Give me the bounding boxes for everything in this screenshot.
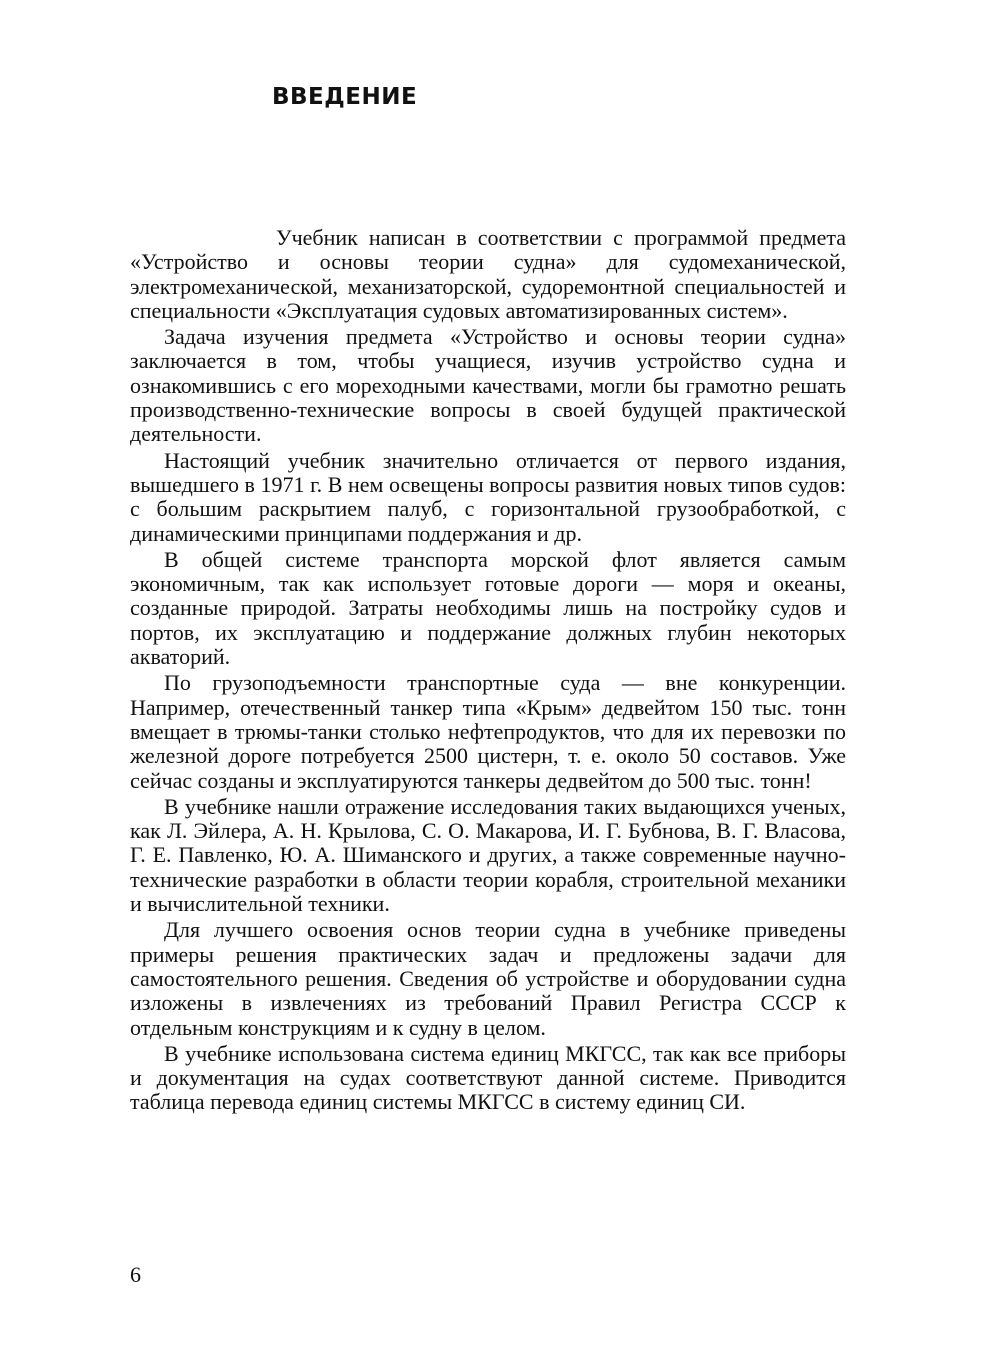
paragraph: По грузоподъемности транспортные суда — вне конкуренции. Например, отечественный танкер типа «Крым» дедвейтом 150 тыс. тонн вмещает в трюмы-танки столько нефтепродуктов, что для их перевозки по железной дороге потребуется 2500 цистерн, т. е. около 50 составов. Уже сейчас созданы и эксплуатируются танкеры дедвейтом до 500 тыс. тонн! [130, 670, 846, 793]
paragraph: Учебник написан в соответствии с программой предмета «Устройство и основы теории судна» для судомеханической, электромеханической, механизаторской, судоремонтной специальностей и специальности «Эксплуатация судовых автоматизированных систем». [130, 225, 846, 323]
body-text [130, 226, 846, 1117]
paragraph: В общей системе транспорта морской флот является самым экономичным, так как использует готовые дороги — моря и океаны, созданные природой. Затраты необходимы лишь на постройку судов и портов, их эксплуатацию и поддержание должных глубин некоторых акваторий. [130, 546, 846, 670]
paragraph: Настоящий учебник значительно отличается от первого издания, вышедшего в 1971 г. В нем освещены вопросы развития новых типов судов: с большим раскрытием палуб, с горизонтальной грузообработкой, с динамическими принципами поддержания и др. [130, 447, 846, 546]
paragraph: Для лучшего освоения основ теории судна в учебнике приведены примеры решения практических задач и предложены задачи для самостоятельного решения. Сведения об устройстве и оборудовании судна изложены в извлечениях из требований Правил Регистра СССР к отдельным конструкциям и к судну в целом. [130, 917, 846, 1040]
chapter-heading: ВВЕДЕНИЕ [272, 84, 418, 110]
paragraph: В учебнике нашли отражение исследования таких выдающихся ученых, как Л. Эйлера, А. Н. Крылова, С. О. Макарова, И. Г. Бубнова, В. Г. Власова, Г. Е. Павленко, Ю. А. Шиманского и других, а также современные научно-технические разработки в области теории корабля, строительной механики и вычислительной техники. [130, 793, 846, 917]
paragraph: В учебнике использована система единиц МКГСС, так как все приборы и документация на судах соответствуют данной системе. Приводится таблица перевода единиц системы МКГСС в систему единиц СИ. [130, 1040, 846, 1115]
page-number: 6 [130, 1262, 141, 1287]
paragraph: Задача изучения предмета «Устройство и основы теории судна» заключается в том, чтобы учащиеся, изучив устройство судна и ознакомившись с его мореходными качествами, могли бы грамотно решать производственно-технические вопросы в своей будущей практической деятельности. [130, 324, 846, 447]
